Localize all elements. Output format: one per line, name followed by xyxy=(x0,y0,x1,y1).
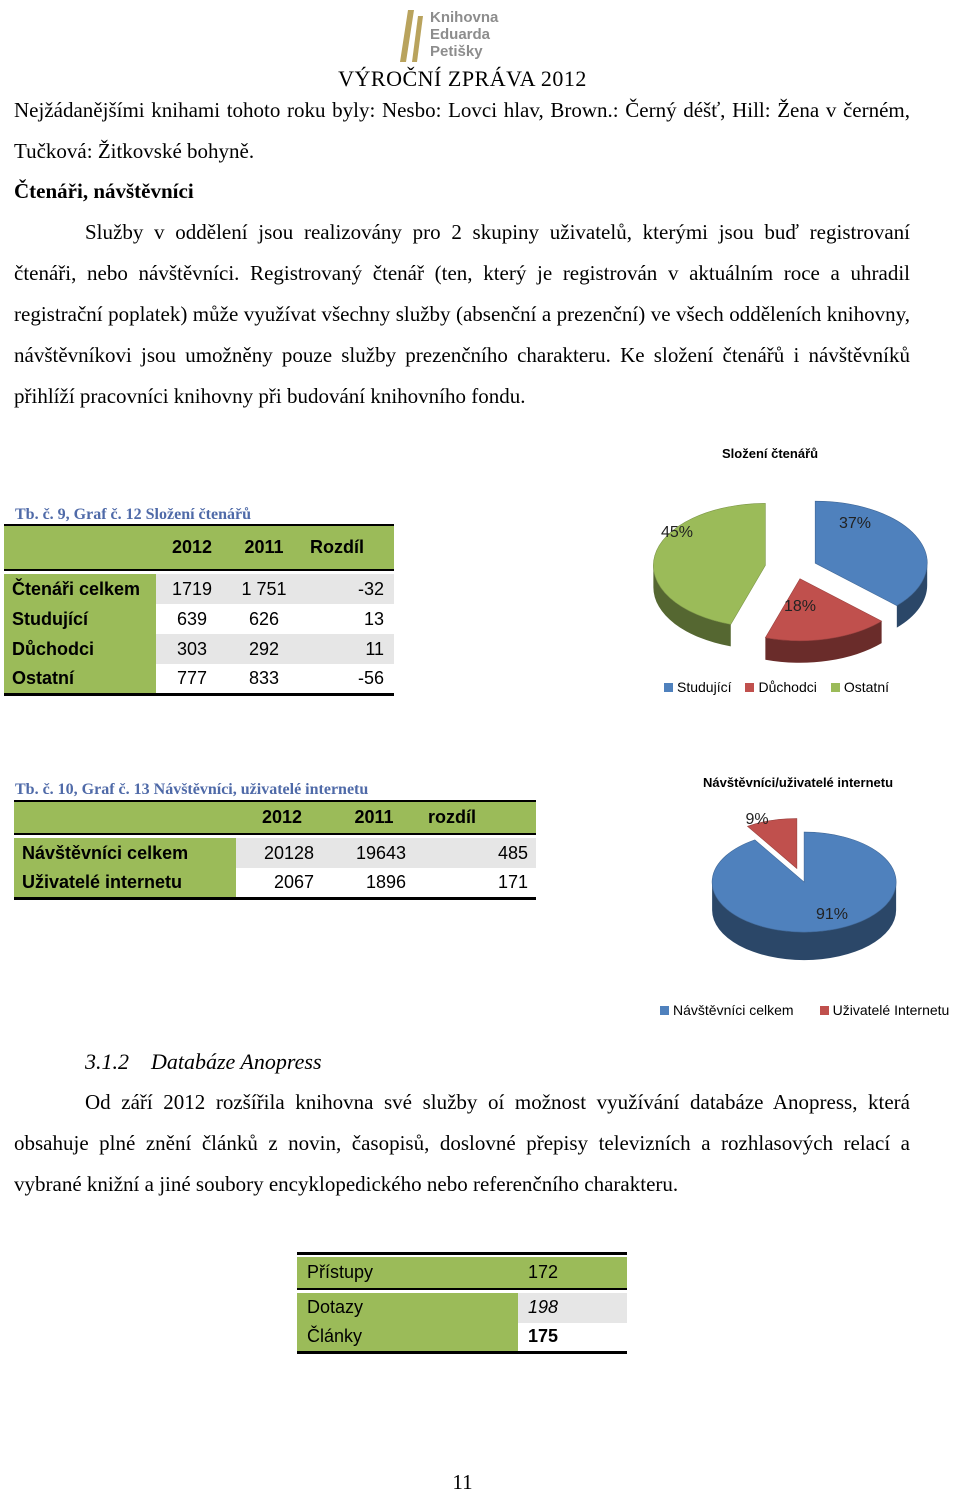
table-cell: 485 xyxy=(420,838,536,868)
pie-data-label: 37% xyxy=(838,515,872,532)
pie-slice-návštěvníci-celkem xyxy=(712,832,896,932)
table-row xyxy=(297,1257,627,1289)
pie-chart-visitors xyxy=(700,800,920,975)
table-header-row xyxy=(4,525,394,570)
table-row xyxy=(297,1323,627,1353)
page-number: 11 xyxy=(452,1470,473,1494)
table-row xyxy=(14,838,536,868)
table-cell: 172 xyxy=(518,1257,627,1289)
pie-data-label: 9% xyxy=(745,811,769,828)
table-header-cell xyxy=(4,525,156,570)
table-cell-label: Přístupy xyxy=(297,1257,518,1289)
table-cell-label: Články xyxy=(297,1323,518,1353)
table-row xyxy=(4,634,394,664)
logo-text-line: Knihovna xyxy=(430,9,499,26)
table-header-cell: 2012 xyxy=(171,537,213,557)
table-row xyxy=(4,604,394,634)
table-cell: 171 xyxy=(420,868,536,898)
table-header-cell: 2012 xyxy=(261,807,303,827)
table-row xyxy=(4,574,394,604)
table-row xyxy=(297,1293,627,1323)
table-cell: 2067 xyxy=(236,868,328,898)
legend-label: Důchodci xyxy=(758,679,817,695)
table-cell-label: Návštěvníci celkem xyxy=(14,838,236,868)
table-caption-readers: Tb. č. 9, Graf č. 12 Složení čtenářů xyxy=(15,506,251,523)
legend-label: Studující xyxy=(677,679,732,695)
table-cell: 1719 xyxy=(156,574,228,604)
readers-table xyxy=(4,524,394,696)
table-header-cell: 2011 xyxy=(244,537,284,557)
pie-chart-readers xyxy=(610,480,950,680)
table-cell: 777 xyxy=(156,664,228,694)
section-heading-readers: Čtenáři, návštěvníci xyxy=(14,179,194,203)
table-cell: 639 xyxy=(156,604,228,634)
legend-swatch xyxy=(745,683,754,692)
table-caption-visitors: Tb. č. 10, Graf č. 13 Návštěvníci, uživatelé internetu xyxy=(15,781,369,798)
table-cell: -56 xyxy=(300,664,394,694)
table-cell-label: Ostatní xyxy=(4,664,156,694)
visitors-table xyxy=(14,800,536,900)
legend-swatch xyxy=(660,1006,669,1015)
section-heading-anopress: 3.1.2 Databáze Anopress xyxy=(85,1049,322,1074)
table-header-cell: 2011 xyxy=(354,807,394,827)
table-cell: 13 xyxy=(300,604,394,634)
pie-data-label: 45% xyxy=(660,524,694,541)
table-header-row xyxy=(14,801,536,834)
report-title: VÝROČNÍ ZPRÁVA 2012 xyxy=(338,66,587,91)
table-header-cell: Rozdíl xyxy=(310,537,364,557)
table-cell: 11 xyxy=(300,634,394,664)
table-cell: -32 xyxy=(300,574,394,604)
chart-title-visitors: Návštěvníci/uživatelé internetu xyxy=(703,775,894,790)
table-cell: 175 xyxy=(518,1323,627,1353)
legend-label: Uživatelé Internetu xyxy=(832,1002,950,1018)
table-cell: 198 xyxy=(518,1293,627,1323)
pie-data-label: 91% xyxy=(815,906,849,923)
logo-text-line: Petišky xyxy=(430,43,483,60)
table-row xyxy=(4,664,394,694)
table-cell-label: Důchodci xyxy=(4,634,156,664)
table-cell: 833 xyxy=(228,664,300,694)
chart-legend-visitors xyxy=(660,1002,949,1018)
paragraph-reader-groups: Služby v oddělení jsou realizovány pro 2 skupiny uživatelů, kterými jsou buď registrovaní čtenáři, nebo návštěvníci. Registrovaný čtenář (ten, který je registrován v aktuálním roce a uhradil registrační poplatek) může využívat všechny služby (absenční a prezenční) ve všech odděleních knihovny, návštěvníkovi jsou umožněny pouze služby prezenčního charakteru. Ke složení čtenářů i návštěvníků přihlíží pracovníci knihovny při budování knihovního fondu. xyxy=(14,220,910,408)
table-cell: 1896 xyxy=(328,868,420,898)
library-logo xyxy=(398,6,538,64)
anopress-table xyxy=(297,1252,627,1354)
table-header-cell: rozdíl xyxy=(428,807,476,827)
logo-text-line: Eduarda xyxy=(430,26,491,43)
table-cell-label: Čtenáři celkem xyxy=(4,574,156,604)
table-cell: 292 xyxy=(228,634,300,664)
table-cell: 19643 xyxy=(328,838,420,868)
table-cell: 20128 xyxy=(236,838,328,868)
legend-swatch xyxy=(820,1006,829,1015)
table-header-cell xyxy=(14,801,236,834)
table-cell: 1 751 xyxy=(228,574,300,604)
paragraph-popular-books: Nejžádanějšími knihami tohoto roku byly: Nesbo: Lovci hlav, Brown.: Černý déšť, Hill: Žena v černém, Tučková: Žitkovské bohyně. xyxy=(14,98,910,163)
paragraph-anopress: Od září 2012 rozšířila knihovna své služby oí možnost využívání databáze Anopress, která obsahuje plné znění článků z novin, časopisů, doslovné přepisy televizních a rozhlasových relací a vybrané knižní a jiné soubory encyklopedického nebo referenčního charakteru. xyxy=(14,1090,910,1196)
table-cell-label: Uživatelé internetu xyxy=(14,868,236,898)
pie-slice-studující xyxy=(815,501,927,605)
legend-label: Návštěvníci celkem xyxy=(673,1002,794,1018)
table-row xyxy=(14,868,536,898)
logo-stroke-left xyxy=(400,10,414,62)
pie-data-label: 18% xyxy=(783,598,817,615)
table-cell: 626 xyxy=(228,604,300,634)
chart-title-readers: Složení čtenářů xyxy=(722,446,819,461)
legend-swatch xyxy=(831,683,840,692)
table-cell-label: Studující xyxy=(4,604,156,634)
chart-legend-readers xyxy=(664,679,889,695)
legend-swatch xyxy=(664,683,673,692)
table-cell: 303 xyxy=(156,634,228,664)
legend-label: Ostatní xyxy=(843,679,889,695)
table-cell-label: Dotazy xyxy=(297,1293,518,1323)
logo-stroke-right xyxy=(412,16,423,62)
